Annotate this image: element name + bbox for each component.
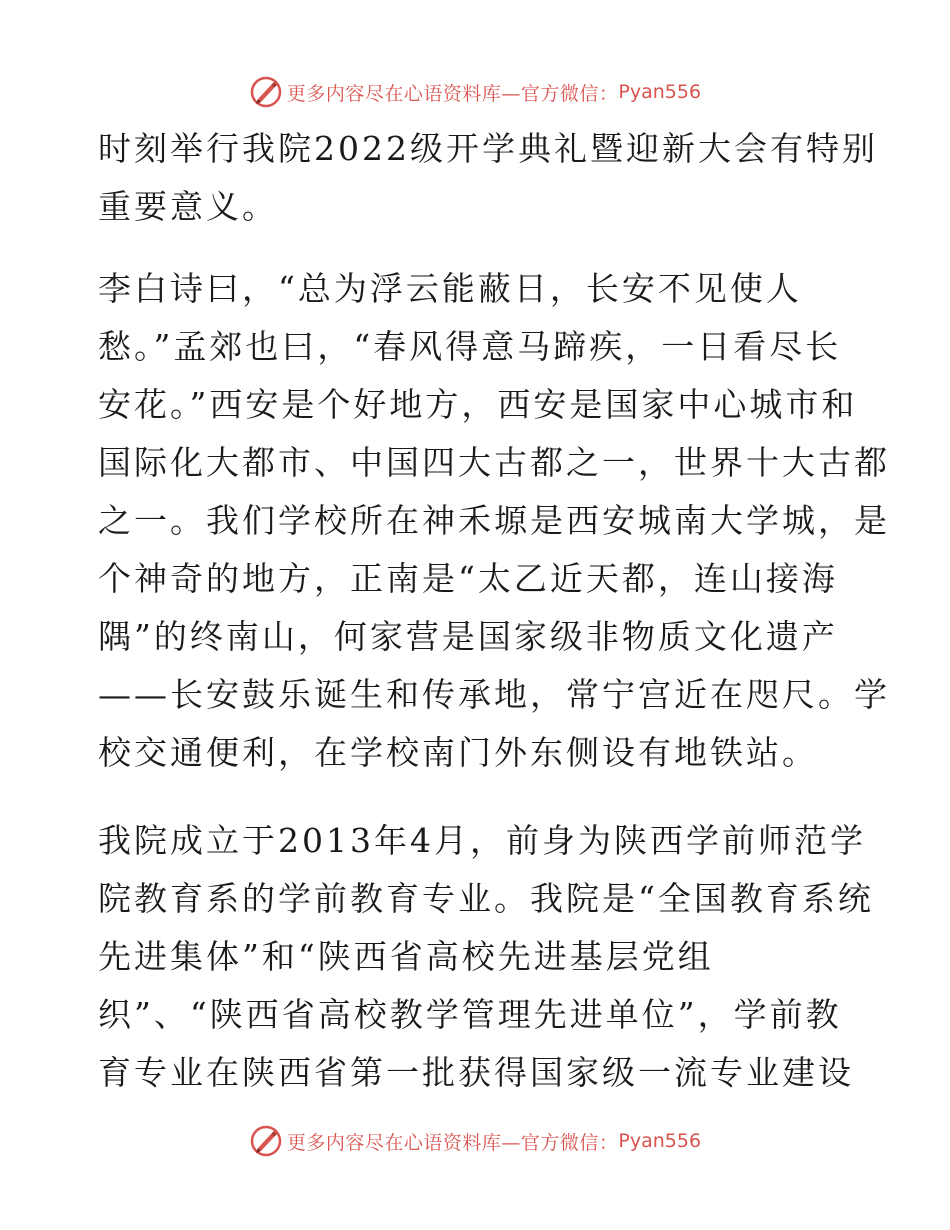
text-line: 时刻举行我院2022级开学典礼暨迎新大会有特别 bbox=[98, 129, 878, 168]
text-line: 国际化大都市、中国四大古都之一，世界十大古都 bbox=[98, 443, 890, 482]
text-line: 织”、“陕西省高校教学管理先进单位”，学前教 bbox=[98, 995, 842, 1034]
text-line: 育专业在陕西省第一批获得国家级一流专业建设 bbox=[98, 1053, 854, 1092]
text-line: 我院成立于2013年4月，前身为陕西学前师范学 bbox=[98, 821, 866, 860]
pen-logo-icon bbox=[249, 75, 283, 109]
text-line: 愁。”孟郊也曰，“春风得意马蹄疾，一日看尽长 bbox=[98, 327, 842, 366]
paragraph bbox=[98, 260, 890, 782]
text-line: 之一。我们学校所在神禾塬是西安城南大学城，是 bbox=[98, 501, 890, 540]
text-line: 重要意义。 bbox=[98, 187, 278, 226]
text-line: 校交通便利，在学校南门外东侧设有地铁站。 bbox=[98, 733, 818, 772]
footer-watermark bbox=[0, 1121, 950, 1161]
document-body bbox=[98, 120, 890, 1102]
text-line: 隅”的终南山，何家营是国家级非物质文化遗产 bbox=[98, 617, 838, 656]
watermark-text: 更多内容尽在心语资料库—官方微信： bbox=[286, 82, 619, 105]
text-line: 李白诗曰，“总为浮云能蔽日，长安不见使人 bbox=[98, 269, 802, 308]
pen-logo-icon bbox=[249, 1124, 283, 1158]
paragraph bbox=[98, 120, 878, 236]
text-line: 个神奇的地方，正南是“太乙近天都，连山接海 bbox=[98, 559, 838, 598]
text-line: ——长安鼓乐诞生和传承地，常宁宫近在咫尺。学 bbox=[98, 675, 890, 714]
header-watermark bbox=[0, 72, 950, 112]
text-line: 安花。”西安是个好地方，西安是国家中心城市和 bbox=[98, 385, 858, 424]
text-line: 院教育系的学前教育专业。我院是“全国教育系统 bbox=[98, 879, 874, 918]
watermark-text: 更多内容尽在心语资料库—官方微信： bbox=[286, 1131, 619, 1154]
paragraph bbox=[98, 812, 874, 1102]
text-line: 先进集体”和“陕西省高校先进基层党组 bbox=[98, 937, 714, 976]
watermark-wechat-id: Pyan556 bbox=[618, 81, 702, 103]
watermark-wechat-id: Pyan556 bbox=[618, 1130, 702, 1152]
